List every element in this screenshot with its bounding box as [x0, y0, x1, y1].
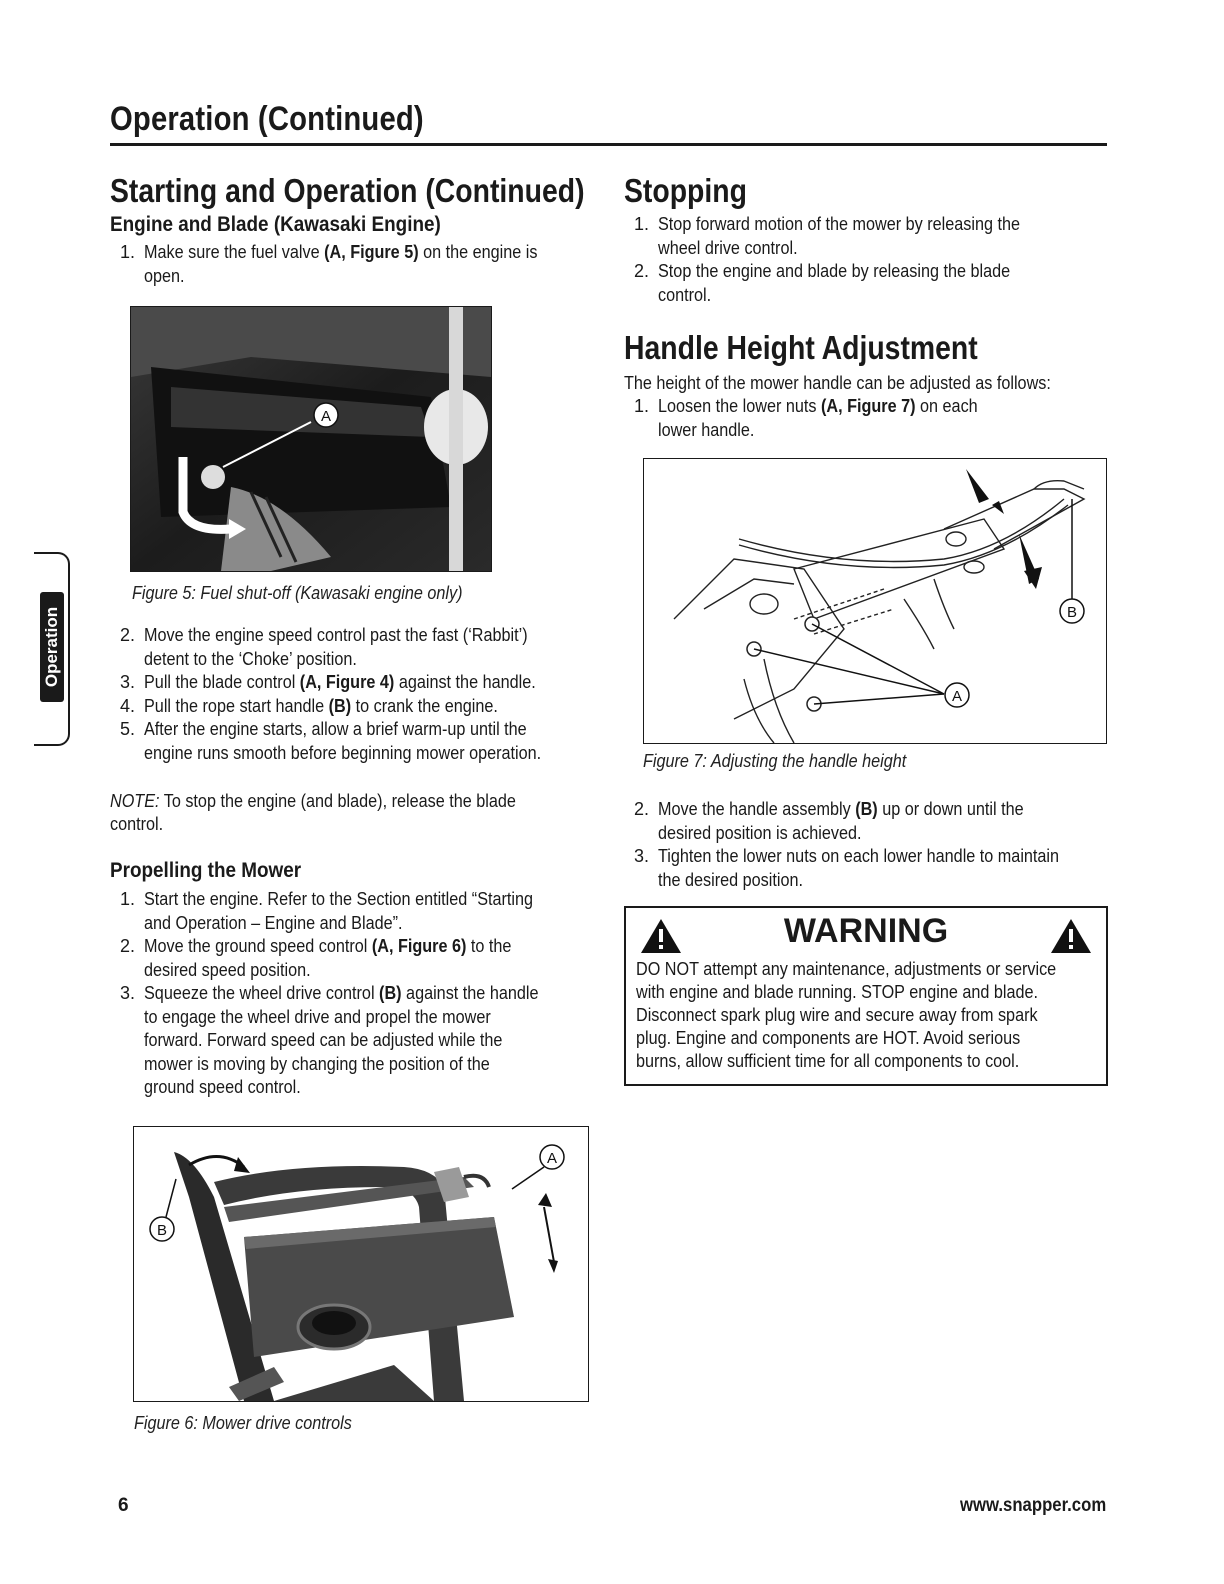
figure-7-drawing [643, 458, 1107, 744]
figure-5-photo [130, 306, 492, 572]
section-title-starting: Starting and Operation (Continued) [110, 172, 585, 209]
figure-5-label-a: A [320, 408, 332, 425]
figure-7-label-b: B [1066, 604, 1078, 621]
fuel-valve-illustration [131, 307, 491, 571]
propelling-steps [110, 888, 600, 1100]
note-paragraph: NOTE: To stop the engine (and blade), release the blade control. [110, 791, 516, 834]
subsection-title-propelling: Propelling the Mower [110, 859, 302, 882]
stopping-steps [624, 213, 1104, 307]
mower-drive-controls-illustration [134, 1127, 588, 1401]
engine-blade-steps-a [110, 241, 600, 288]
engine-blade-steps-b [110, 624, 600, 765]
footer-website: www.snapper.com [960, 1495, 1107, 1516]
list-item: 1. Start the engine. Refer to the Section entitled “Starting and Operation – Engine and Blade”. [120, 889, 534, 933]
handle-steps-b [624, 798, 1104, 892]
list-item: 1. Stop forward motion of the mower by releasing the wheel drive control. [634, 214, 1020, 258]
page-heading: Operation (Continued) [110, 100, 424, 138]
list-item: 3. Pull the blade control (A, Figure 4) against the handle. [120, 672, 536, 692]
figure-6-drawing [133, 1126, 589, 1402]
list-item: 2. Stop the engine and blade by releasing the blade control. [634, 261, 1011, 305]
list-item: 3. Squeeze the wheel drive control (B) against the handle to engage the wheel drive and propel the mower forward. Forward speed can be adjusted while the mower is moving by changing the position of the ground speed control. [120, 983, 539, 1097]
figure-6-label-a: A [546, 1150, 558, 1167]
header-rule [110, 143, 1107, 146]
handle-steps-a [624, 395, 1104, 442]
figure-6-caption: Figure 6: Mower drive controls [134, 1413, 352, 1433]
subsection-title-engine-blade: Engine and Blade (Kawasaki Engine) [110, 213, 441, 236]
warning-box [624, 906, 1108, 1086]
list-item: 4. Pull the rope start handle (B) to crank the engine. [120, 695, 498, 716]
warning-text: DO NOT attempt any maintenance, adjustments or service with engine and blade running. STOP engine and blade. Disconnect spark plug wire and secure away from spark plug. Engine and components are HOT. Avoid serious burns, allow sufficient time for all components to cool. [636, 959, 1057, 1071]
list-item: 3. Tighten the lower nuts on each lower handle to maintain the desired position. [634, 846, 1060, 890]
warning-triangle-icon [1050, 918, 1092, 954]
list-item: 1. Loosen the lower nuts (A, Figure 7) on each lower handle. [634, 396, 978, 440]
section-title-stopping: Stopping [624, 172, 747, 209]
list-item: 2. Move the engine speed control past the fast (‘Rabbit’) detent to the ‘Choke’ position. [120, 625, 528, 669]
figure-7-caption: Figure 7: Adjusting the handle height [643, 751, 907, 771]
list-item: 5. After the engine starts, allow a brief warm-up until the engine runs smooth before beginning mower operation. [120, 719, 542, 763]
figure-6-label-b: B [156, 1222, 168, 1239]
page-number: 6 [118, 1495, 129, 1516]
handle-height-illustration [644, 459, 1106, 743]
list-item: 2. Move the ground speed control (A, Figure 6) to the desired speed position. [120, 936, 512, 980]
handle-intro: The height of the mower handle can be adjusted as follows: [624, 373, 1051, 393]
side-tab-label: Operation [42, 606, 61, 688]
list-item: 2. Move the handle assembly (B) up or down until the desired position is achieved. [634, 799, 1024, 843]
section-title-handle-height: Handle Height Adjustment [624, 329, 978, 366]
figure-5-caption: Figure 5: Fuel shut-off (Kawasaki engine only) [132, 583, 463, 603]
warning-title: WARNING [783, 912, 949, 950]
figure-7-label-a: A [951, 688, 963, 705]
list-item: 1. Make sure the fuel valve (A, Figure 5) on the engine is open. [120, 242, 538, 286]
